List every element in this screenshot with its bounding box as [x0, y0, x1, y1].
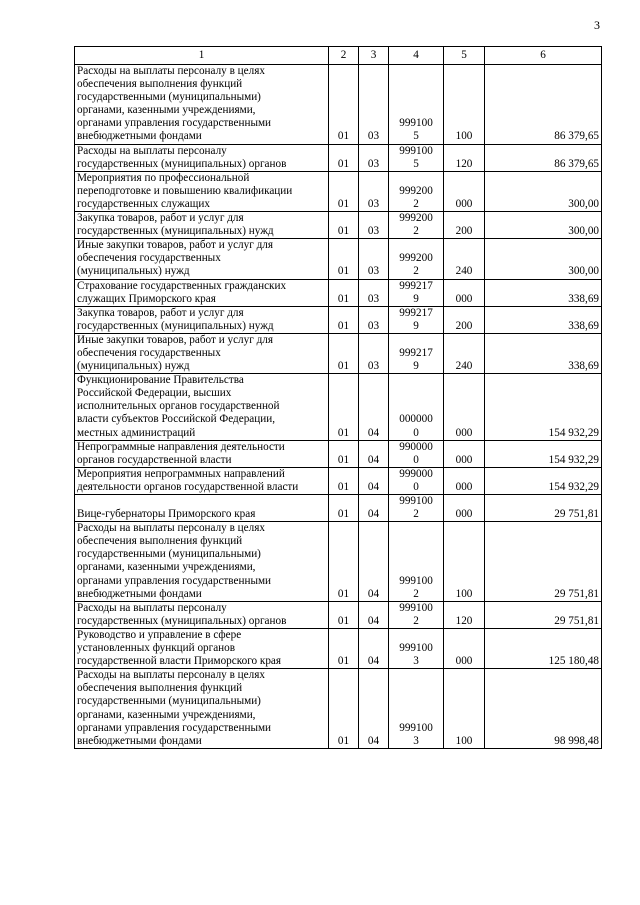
row-sum: 300,00 [485, 212, 602, 239]
table-row [75, 279, 602, 306]
row-section: 01 [329, 212, 359, 239]
row-name: Расходы на выплаты персоналу государственных (муниципальных) органов [75, 601, 329, 628]
row-subsection: 03 [359, 279, 389, 306]
table-row [75, 212, 602, 239]
row-article: 999100 2 [389, 522, 444, 602]
row-name: Мероприятия непрограммных направлений деятельности органов государственной власти [75, 467, 329, 494]
row-subsection: 04 [359, 522, 389, 602]
row-sum: 338,69 [485, 306, 602, 333]
row-sum: 86 379,65 [485, 144, 602, 171]
row-sum: 300,00 [485, 239, 602, 279]
row-expense-type: 000 [444, 440, 485, 467]
row-name: Страхование государственных гражданских служащих Приморского края [75, 279, 329, 306]
row-name: Расходы на выплаты персоналу государственных (муниципальных) органов [75, 144, 329, 171]
row-name: Иные закупки товаров, работ и услуг для обеспечения государственных (муниципальных) нужд [75, 239, 329, 279]
table-row [75, 144, 602, 171]
row-sum: 338,69 [485, 279, 602, 306]
row-name: Закупка товаров, работ и услуг для государственных (муниципальных) нужд [75, 212, 329, 239]
row-subsection: 04 [359, 601, 389, 628]
table-row [75, 374, 602, 440]
table-row [75, 522, 602, 602]
row-section: 01 [329, 522, 359, 602]
header-col-4: 4 [389, 47, 444, 65]
table-row [75, 628, 602, 668]
row-name: Закупка товаров, работ и услуг для государственных (муниципальных) нужд [75, 306, 329, 333]
row-section: 01 [329, 467, 359, 494]
table-row [75, 306, 602, 333]
row-subsection: 03 [359, 171, 389, 211]
table-row [75, 239, 602, 279]
row-subsection: 03 [359, 212, 389, 239]
row-sum: 29 751,81 [485, 522, 602, 602]
table-row [75, 669, 602, 749]
row-section: 01 [329, 333, 359, 373]
row-subsection: 04 [359, 669, 389, 749]
row-sum: 125 180,48 [485, 628, 602, 668]
row-sum: 338,69 [485, 333, 602, 373]
row-subsection: 03 [359, 306, 389, 333]
row-article: 999100 5 [389, 144, 444, 171]
row-article: 999100 2 [389, 495, 444, 522]
header-col-6: 6 [485, 47, 602, 65]
row-expense-type: 000 [444, 279, 485, 306]
row-section: 01 [329, 144, 359, 171]
table-row [75, 333, 602, 373]
header-col-2: 2 [329, 47, 359, 65]
row-expense-type: 120 [444, 144, 485, 171]
row-section: 01 [329, 279, 359, 306]
row-article: 999217 9 [389, 306, 444, 333]
header-col-5: 5 [444, 47, 485, 65]
row-section: 01 [329, 440, 359, 467]
row-article: 999200 2 [389, 212, 444, 239]
row-sum: 86 379,65 [485, 65, 602, 145]
row-expense-type: 000 [444, 374, 485, 440]
row-expense-type: 000 [444, 495, 485, 522]
row-section: 01 [329, 65, 359, 145]
row-article: 990000 0 [389, 440, 444, 467]
row-expense-type: 200 [444, 306, 485, 333]
row-article: 999100 3 [389, 669, 444, 749]
table-row [75, 171, 602, 211]
row-expense-type: 240 [444, 333, 485, 373]
row-sum: 154 932,29 [485, 374, 602, 440]
row-article: 999200 2 [389, 171, 444, 211]
row-expense-type: 100 [444, 522, 485, 602]
page-number: 3 [594, 18, 600, 32]
row-expense-type: 000 [444, 628, 485, 668]
row-name: Функционирование Правительства Российской Федерации, высших исполнительных органов государственной власти субъектов Российской Федерации, местных администраций [75, 374, 329, 440]
row-subsection: 04 [359, 495, 389, 522]
row-name: Мероприятия по профессиональной переподготовке и повышению квалификации государственных служащих [75, 171, 329, 211]
row-name: Иные закупки товаров, работ и услуг для обеспечения государственных (муниципальных) нужд [75, 333, 329, 373]
row-section: 01 [329, 601, 359, 628]
row-name: Расходы на выплаты персоналу в целях обеспечения выполнения функций государственными (муниципальными) органами, казенными учреждениями, органами управления государственными внебюджетными фондами [75, 65, 329, 145]
row-expense-type: 000 [444, 171, 485, 211]
table-row [75, 440, 602, 467]
row-sum: 29 751,81 [485, 495, 602, 522]
row-sum: 154 932,29 [485, 467, 602, 494]
row-subsection: 04 [359, 440, 389, 467]
table-row [75, 495, 602, 522]
row-subsection: 04 [359, 374, 389, 440]
row-sum: 154 932,29 [485, 440, 602, 467]
row-name: Расходы на выплаты персоналу в целях обеспечения выполнения функций государственными (муниципальными) органами, казенными учреждениями, органами управления государственными внебюджетными фондами [75, 522, 329, 602]
table-row [75, 467, 602, 494]
table-row [75, 65, 602, 145]
row-subsection: 03 [359, 144, 389, 171]
row-article: 999100 2 [389, 601, 444, 628]
row-sum: 29 751,81 [485, 601, 602, 628]
row-expense-type: 100 [444, 65, 485, 145]
row-sum: 300,00 [485, 171, 602, 211]
row-expense-type: 240 [444, 239, 485, 279]
row-name: Вице-губернаторы Приморского края [75, 495, 329, 522]
row-sum: 98 998,48 [485, 669, 602, 749]
row-article: 999000 0 [389, 467, 444, 494]
row-subsection: 04 [359, 467, 389, 494]
row-name: Непрограммные направления деятельности органов государственной власти [75, 440, 329, 467]
budget-table [74, 46, 602, 749]
row-article: 999200 2 [389, 239, 444, 279]
table-header-row [75, 47, 602, 65]
row-article: 999217 9 [389, 333, 444, 373]
row-expense-type: 100 [444, 669, 485, 749]
row-section: 01 [329, 669, 359, 749]
row-name: Руководство и управление в сфере установленных функций органов государственной власти Приморского края [75, 628, 329, 668]
row-article: 999100 5 [389, 65, 444, 145]
row-subsection: 03 [359, 65, 389, 145]
header-col-3: 3 [359, 47, 389, 65]
row-expense-type: 120 [444, 601, 485, 628]
row-section: 01 [329, 239, 359, 279]
row-section: 01 [329, 628, 359, 668]
row-subsection: 04 [359, 628, 389, 668]
header-col-1: 1 [75, 47, 329, 65]
row-article: 000000 0 [389, 374, 444, 440]
row-section: 01 [329, 374, 359, 440]
row-section: 01 [329, 171, 359, 211]
row-article: 999217 9 [389, 279, 444, 306]
row-article: 999100 3 [389, 628, 444, 668]
row-name: Расходы на выплаты персоналу в целях обеспечения выполнения функций государственными (муниципальными) органами, казенными учреждениями, органами управления государственными внебюджетными фондами [75, 669, 329, 749]
table-row [75, 601, 602, 628]
row-expense-type: 200 [444, 212, 485, 239]
row-subsection: 03 [359, 239, 389, 279]
row-section: 01 [329, 306, 359, 333]
row-subsection: 03 [359, 333, 389, 373]
row-expense-type: 000 [444, 467, 485, 494]
row-section: 01 [329, 495, 359, 522]
